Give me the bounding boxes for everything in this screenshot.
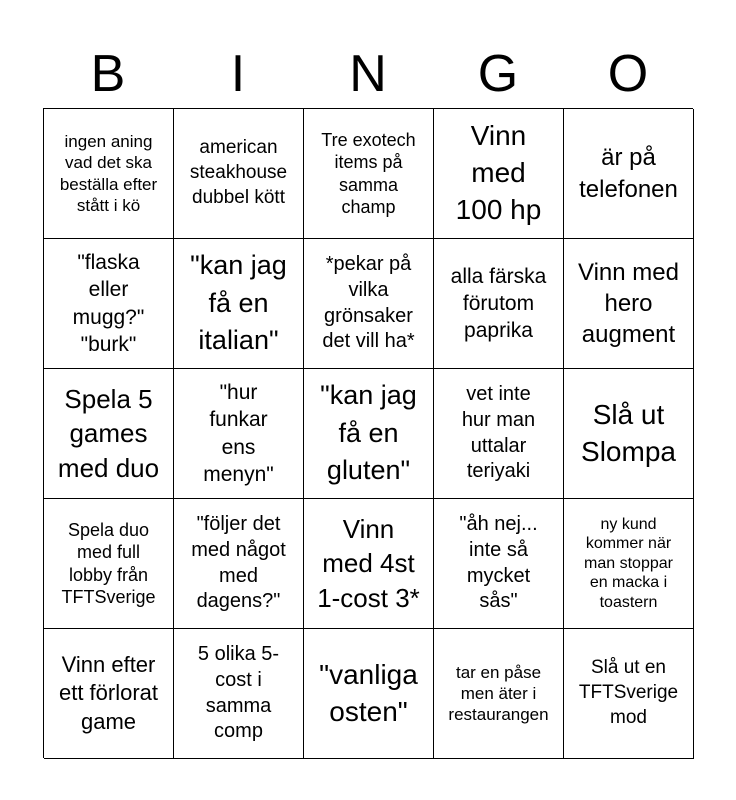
- bingo-cell[interactable]: [174, 239, 304, 369]
- bingo-grid: [43, 108, 693, 758]
- cell-text: "åh nej... inte så mycket sås": [459, 513, 538, 613]
- bingo-cell[interactable]: [44, 109, 174, 239]
- bingo-cell[interactable]: [304, 369, 434, 499]
- cell-text: ingen aning vad det ska beställa efter stått i kö: [59, 132, 158, 215]
- cell-text: "flaska eller mugg?" "burk": [72, 250, 145, 356]
- cell-text: vet inte hur man uttalar teriyaki: [461, 383, 536, 483]
- bingo-cell[interactable]: [304, 239, 434, 369]
- bingo-cell[interactable]: [44, 239, 174, 369]
- bingo-cell[interactable]: [174, 369, 304, 499]
- cell-text: *pekar på vilka grönsaker det vill ha*: [322, 253, 415, 353]
- cell-text: tar en påse men äter i restaurangen: [448, 662, 549, 725]
- bingo-cell[interactable]: [564, 369, 694, 499]
- bingo-cell[interactable]: [44, 499, 174, 629]
- header-letter-b: B: [90, 45, 126, 103]
- bingo-cell[interactable]: [174, 629, 304, 759]
- bingo-cell[interactable]: [564, 109, 694, 239]
- cell-text: Vinn med 4st 1-cost 3*: [317, 514, 420, 613]
- cell-text: 5 olika 5- cost i samma comp: [197, 643, 280, 743]
- header-letter-i: I: [230, 45, 246, 103]
- bingo-cell[interactable]: [304, 109, 434, 239]
- cell-text: Spela duo med full lobby från TFTSverige: [61, 519, 156, 607]
- bingo-cell[interactable]: [434, 629, 564, 759]
- bingo-header: [43, 40, 693, 108]
- bingo-cell[interactable]: [564, 499, 694, 629]
- bingo-cell[interactable]: [304, 629, 434, 759]
- bingo-cell[interactable]: [174, 499, 304, 629]
- bingo-cell[interactable]: [174, 109, 304, 239]
- cell-text: Spela 5 games med duo: [57, 384, 160, 483]
- cell-text: alla färska förutom paprika: [450, 264, 547, 343]
- cell-text: Slå ut en TFTSverige mod: [578, 657, 679, 728]
- bingo-cell[interactable]: [44, 629, 174, 759]
- header-letter-g: G: [477, 45, 519, 103]
- cell-text: är på telefonen: [579, 144, 678, 203]
- bingo-cell[interactable]: [564, 239, 694, 369]
- cell-text: Vinn med 100 hp: [455, 120, 542, 225]
- cell-text: Vinn med hero augment: [578, 258, 679, 349]
- bingo-cell[interactable]: [44, 369, 174, 499]
- bingo-cell[interactable]: [434, 239, 564, 369]
- cell-text: Vinn efter ett förlorat game: [58, 651, 159, 734]
- bingo-cell[interactable]: [434, 109, 564, 239]
- cell-text: Tre exotech items på samma champ: [321, 129, 416, 217]
- bingo-cell[interactable]: [564, 629, 694, 759]
- cell-text: "hur funkar ens menyn": [203, 380, 274, 486]
- cell-text: "kan jag få en gluten": [320, 379, 417, 486]
- bingo-cell[interactable]: [434, 369, 564, 499]
- cell-text: Slå ut Slompa: [581, 398, 676, 467]
- header-letter-o: O: [607, 45, 649, 103]
- cell-text: "vanliga osten": [319, 658, 418, 727]
- cell-text: "följer det med något med dagens?": [191, 513, 286, 613]
- bingo-cell[interactable]: [434, 499, 564, 629]
- cell-text: american steakhouse dubbel kött: [189, 137, 288, 208]
- cell-text: ny kund kommer när man stoppar en macka i toastern: [584, 515, 673, 611]
- cell-text: "kan jag få en italian": [190, 249, 287, 356]
- header-letter-n: N: [349, 45, 387, 103]
- bingo-cell[interactable]: [304, 499, 434, 629]
